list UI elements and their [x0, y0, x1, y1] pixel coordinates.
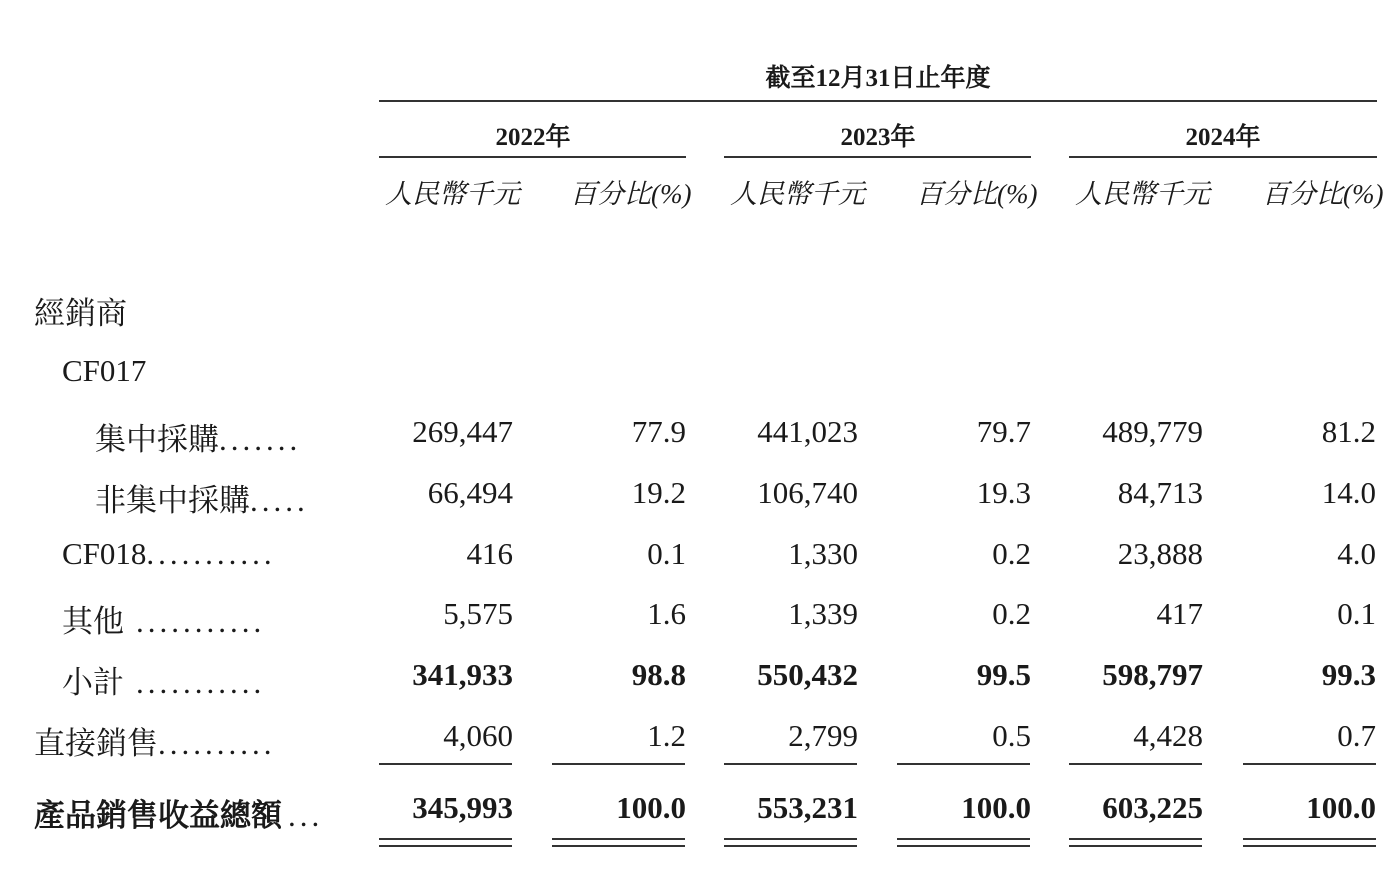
underline-rule [1069, 763, 1202, 765]
label-distributors: 經銷商 [34, 296, 127, 331]
cell-amount-2022: 5,575 [443, 596, 513, 631]
leader-dots: ........... [136, 665, 266, 700]
double-underline-rule [724, 838, 857, 847]
cell-percent-2022: 1.6 [647, 596, 686, 631]
year-rule-2024 [1069, 156, 1377, 158]
unit-percent-2024: 百分比(%) [1262, 179, 1384, 209]
double-underline-rule [552, 838, 685, 847]
cell-amount-2023: 106,740 [757, 475, 858, 510]
cell-percent-2023: 0.5 [992, 718, 1031, 753]
label-central-procurement: 集中採購....... [95, 422, 302, 457]
leader-dots: .......... [158, 726, 276, 761]
cell-percent-2023: 19.3 [976, 475, 1031, 510]
double-underline-rule [379, 838, 512, 847]
cell-amount-2022: 269,447 [412, 414, 513, 449]
cell-amount-2022: 4,060 [443, 718, 513, 753]
cell-percent-2024: 4.0 [1337, 536, 1376, 571]
label-others: 其他 ........... [62, 604, 266, 639]
double-underline-rule [897, 838, 1030, 847]
cell-percent-2024: 81.2 [1321, 414, 1376, 449]
cell-amount-2022: 341,933 [412, 657, 513, 692]
unit-amount-2022: 人民幣千元 [385, 179, 520, 209]
cell-amount-2023: 550,432 [757, 657, 858, 692]
year-2022: 2022年 [495, 124, 571, 151]
cell-amount-2022: 345,993 [412, 790, 513, 825]
leader-dots: ........... [146, 536, 276, 571]
leader-dots: ........... [136, 604, 266, 639]
unit-percent-2022: 百分比(%) [570, 179, 692, 209]
year-2023: 2023年 [840, 124, 916, 151]
underline-rule [897, 763, 1030, 765]
leader-dots: ....... [219, 422, 302, 457]
unit-percent-2023: 百分比(%) [916, 179, 1038, 209]
cell-amount-2024: 4,428 [1133, 718, 1203, 753]
underline-rule [1243, 763, 1376, 765]
cell-percent-2024: 0.7 [1337, 718, 1376, 753]
cell-percent-2022: 1.2 [647, 718, 686, 753]
year-rule-2022 [379, 156, 686, 158]
cell-amount-2023: 1,330 [788, 536, 858, 571]
cell-amount-2023: 2,799 [788, 718, 858, 753]
double-underline-rule [1243, 838, 1376, 847]
cell-percent-2023: 79.7 [976, 414, 1031, 449]
cell-percent-2024: 100.0 [1306, 790, 1376, 825]
leader-dots: ..... [250, 483, 309, 518]
cell-percent-2023: 0.2 [992, 596, 1031, 631]
year-2024: 2024年 [1185, 124, 1261, 151]
cell-percent-2023: 99.5 [976, 657, 1031, 692]
cell-amount-2024: 417 [1156, 596, 1203, 631]
header-rule [379, 100, 1377, 102]
label-direct-sales: 直接銷售.......... [34, 726, 276, 761]
label-subtotal: 小計 ........... [62, 665, 266, 700]
cell-amount-2023: 1,339 [788, 596, 858, 631]
cell-percent-2022: 98.8 [631, 657, 686, 692]
cell-percent-2022: 77.9 [631, 414, 686, 449]
cell-percent-2023: 0.2 [992, 536, 1031, 571]
cell-amount-2023: 553,231 [757, 790, 858, 825]
cell-percent-2024: 99.3 [1321, 657, 1376, 692]
period-heading: 截至12月31日止年度 [765, 65, 991, 92]
year-rule-2023 [724, 156, 1031, 158]
label-cf018: CF018........... [62, 536, 276, 571]
unit-amount-2023: 人民幣千元 [730, 179, 865, 209]
leader-dots: ... [288, 798, 324, 833]
underline-rule [552, 763, 685, 765]
cell-amount-2024: 603,225 [1102, 790, 1203, 825]
cell-amount-2023: 441,023 [757, 414, 858, 449]
cell-amount-2024: 598,797 [1102, 657, 1203, 692]
underline-rule [379, 763, 512, 765]
cell-amount-2022: 66,494 [427, 475, 513, 510]
cell-amount-2024: 84,713 [1117, 475, 1203, 510]
cell-amount-2024: 489,779 [1102, 414, 1203, 449]
label-total-revenue: 產品銷售收益總額 ... [34, 798, 324, 833]
cell-percent-2024: 14.0 [1321, 475, 1376, 510]
cell-percent-2023: 100.0 [961, 790, 1031, 825]
cell-amount-2022: 416 [466, 536, 513, 571]
unit-amount-2024: 人民幣千元 [1075, 179, 1210, 209]
cell-amount-2024: 23,888 [1117, 536, 1203, 571]
cell-percent-2022: 19.2 [631, 475, 686, 510]
cell-percent-2022: 100.0 [616, 790, 686, 825]
underline-rule [724, 763, 857, 765]
label-noncentral-procurement: 非集中採購..... [95, 483, 309, 518]
cell-percent-2022: 0.1 [647, 536, 686, 571]
label-cf017: CF017 [62, 353, 147, 388]
cell-percent-2024: 0.1 [1337, 596, 1376, 631]
double-underline-rule [1069, 838, 1202, 847]
